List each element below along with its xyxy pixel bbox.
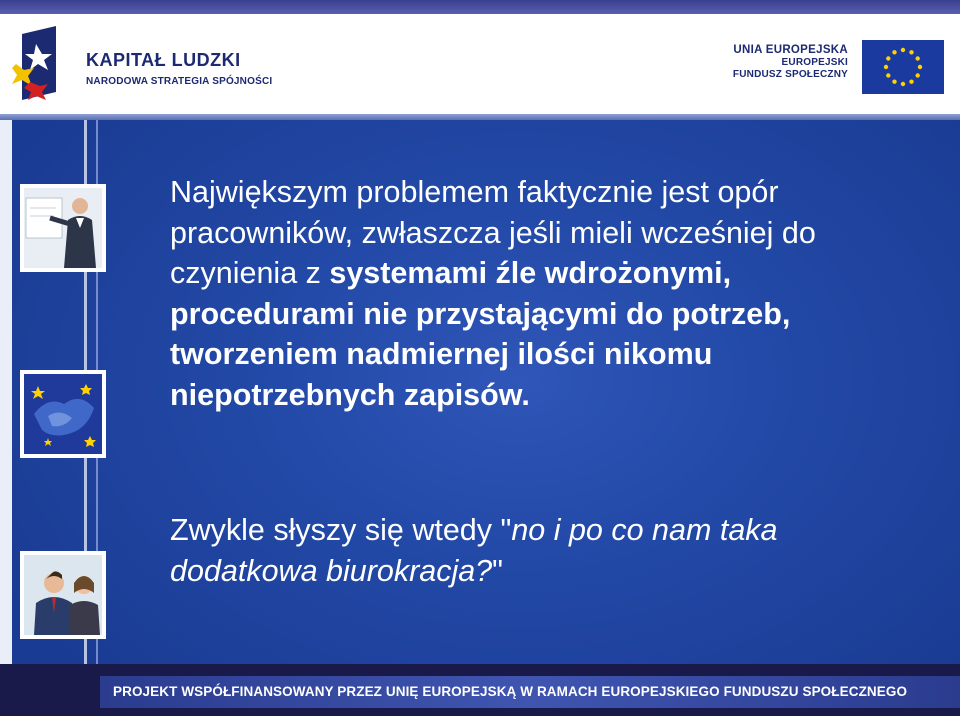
paragraph2-text: Zwykle słyszy się wtedy " (170, 513, 512, 547)
paragraph2-close-quote: " (492, 553, 503, 588)
left-logo-title: KAPITAŁ LUDZKI (86, 50, 241, 70)
eu-logo-text (733, 44, 848, 80)
eu-star (918, 65, 922, 69)
quote-paragraph (170, 510, 910, 591)
presenter-photo-icon (20, 184, 106, 272)
paragraph1-bold-text: systemami źle wdrożonymi, procedurami nie przystającymi do potrzeb, tworzeniem nadmiernej ilości nikomu niepotrzebnych zapisów. (170, 256, 791, 412)
kapital-ludzki-logo-icon (12, 24, 68, 104)
main-paragraph (170, 172, 910, 415)
eu-star (886, 73, 890, 77)
paragraph2-quote: no i po co nam taka dodatkowa biurokracja? (170, 513, 778, 588)
business-people-photo-icon (20, 551, 106, 639)
europe-map-photo-icon (20, 370, 106, 458)
eu-logo-line2: EUROPEJSKI (781, 57, 848, 68)
footer-text: PROJEKT WSPÓŁFINANSOWANY PRZEZ UNIĘ EUROPEJSKĄ W RAMACH EUROPEJSKIEGO FUNDUSZU SPOŁECZNEGO (113, 684, 908, 699)
eu-star (916, 73, 920, 77)
eu-logo-line3: FUNDUSZ SPOŁECZNY (732, 69, 848, 80)
paragraph1-text: Największym problemem faktycznie jest opór pracowników, zwłaszcza jeśli mieli wcześniej do czynienia z (170, 175, 816, 290)
eu-star (901, 82, 905, 86)
eu-star (884, 65, 888, 69)
eu-star (892, 50, 896, 54)
eu-flag-icon (862, 40, 944, 94)
eu-star (909, 80, 913, 84)
eu-star (916, 56, 920, 60)
eu-star (909, 50, 913, 54)
eu-star (886, 56, 890, 60)
eu-logo-line1: UNIA EUROPEJSKA (733, 44, 848, 56)
left-margin-strip (0, 120, 12, 664)
eu-star (901, 48, 905, 52)
eu-star (892, 80, 896, 84)
top-bar (0, 0, 960, 14)
left-logo-subtitle: NARODOWA STRATEGIA SPÓJNOŚCI (86, 76, 273, 87)
